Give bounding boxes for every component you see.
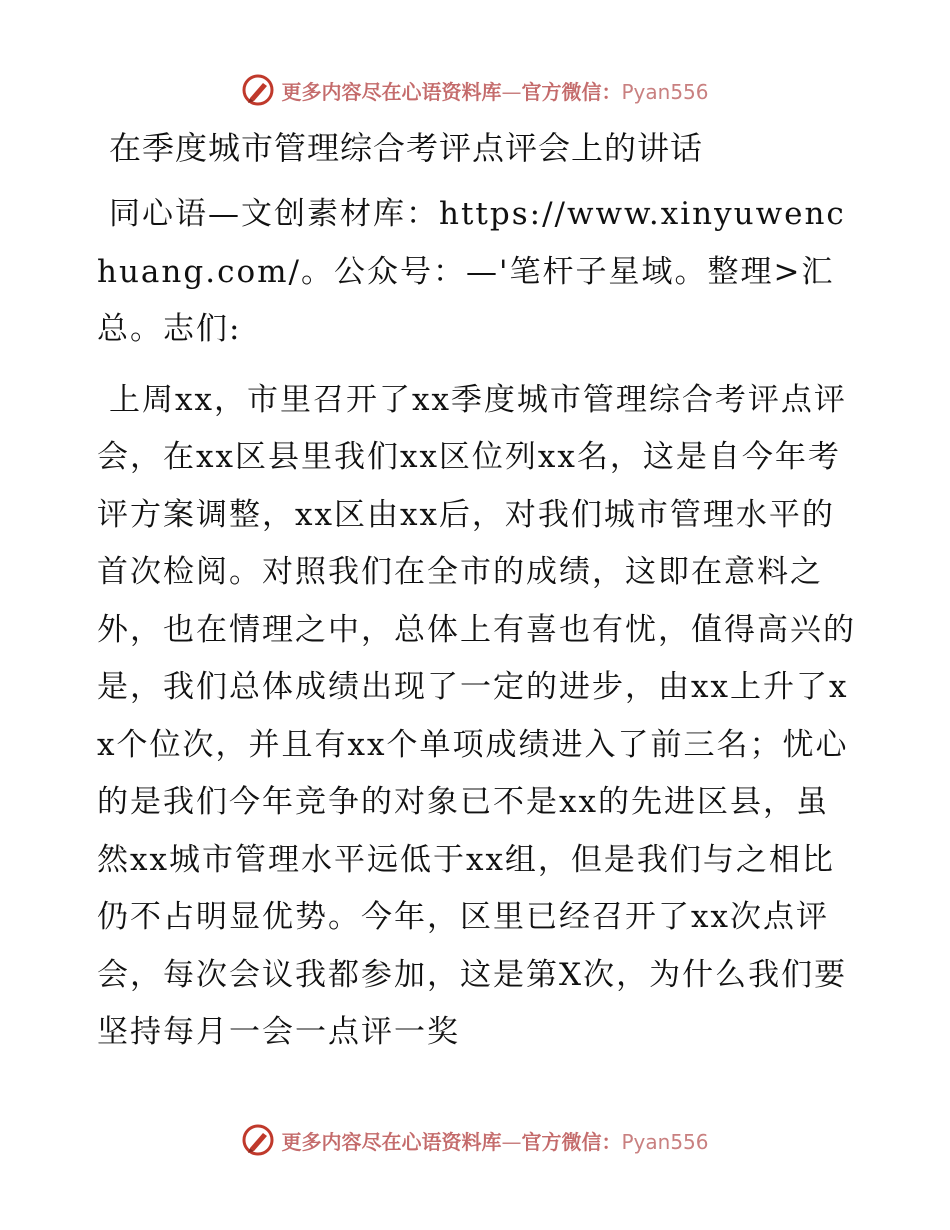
pen-logo-icon [241,73,275,107]
banner-contact-id: Pyan556 [621,79,709,104]
source-paragraph: 同心语—文创素材库：https://www.xinyuwenchuang.com/。公众号：—'笔杆子星域。整理>汇总。志们: [97,196,846,347]
body-paragraph: 上周xx，市里召开了xx季度城市管理综合考评点评会，在xx区县里我们xx区位列xx名，这是自今年考评方案调整，xx区由xx后，对我们城市管理水平的首次检阅。对照我们在全市的成绩，这即在意料之外，也在情理之中，总体上有喜也有忧，值得高兴的是，我们总体成绩出现了一定的进步，由xx上升了xx个位次，并且有xx个单项成绩进入了前三名；忧心的是我们今年竞争的对象已不是xx的先进区县，虽然xx城市管理水平远低于xx组，但是我们与之相比仍不占明显优势。今年，区里已经召开了xx次点评会，每次会议我都参加，这是第X次，为什么我们要坚持每月一会一点评一奖 [97,381,856,1050]
banner-contact-label: 官方微信： [521,1129,622,1154]
footer-banner [0,1120,950,1160]
banner-dash: — [501,1129,522,1154]
banner-main-text: 更多内容尽在心语资料库 [281,79,502,104]
document-title: 在季度城市管理综合考评点评会上的讲话 [109,129,704,167]
banner-dash: — [501,79,522,104]
banner-contact-label: 官方微信： [521,79,622,104]
banner-text [281,1126,708,1155]
document-body [97,122,857,1062]
banner-contact-id: Pyan556 [621,1129,709,1154]
pen-logo-icon [241,1123,275,1157]
banner-main-text: 更多内容尽在心语资料库 [281,1129,502,1154]
header-banner [0,70,950,110]
banner-text [281,76,708,105]
